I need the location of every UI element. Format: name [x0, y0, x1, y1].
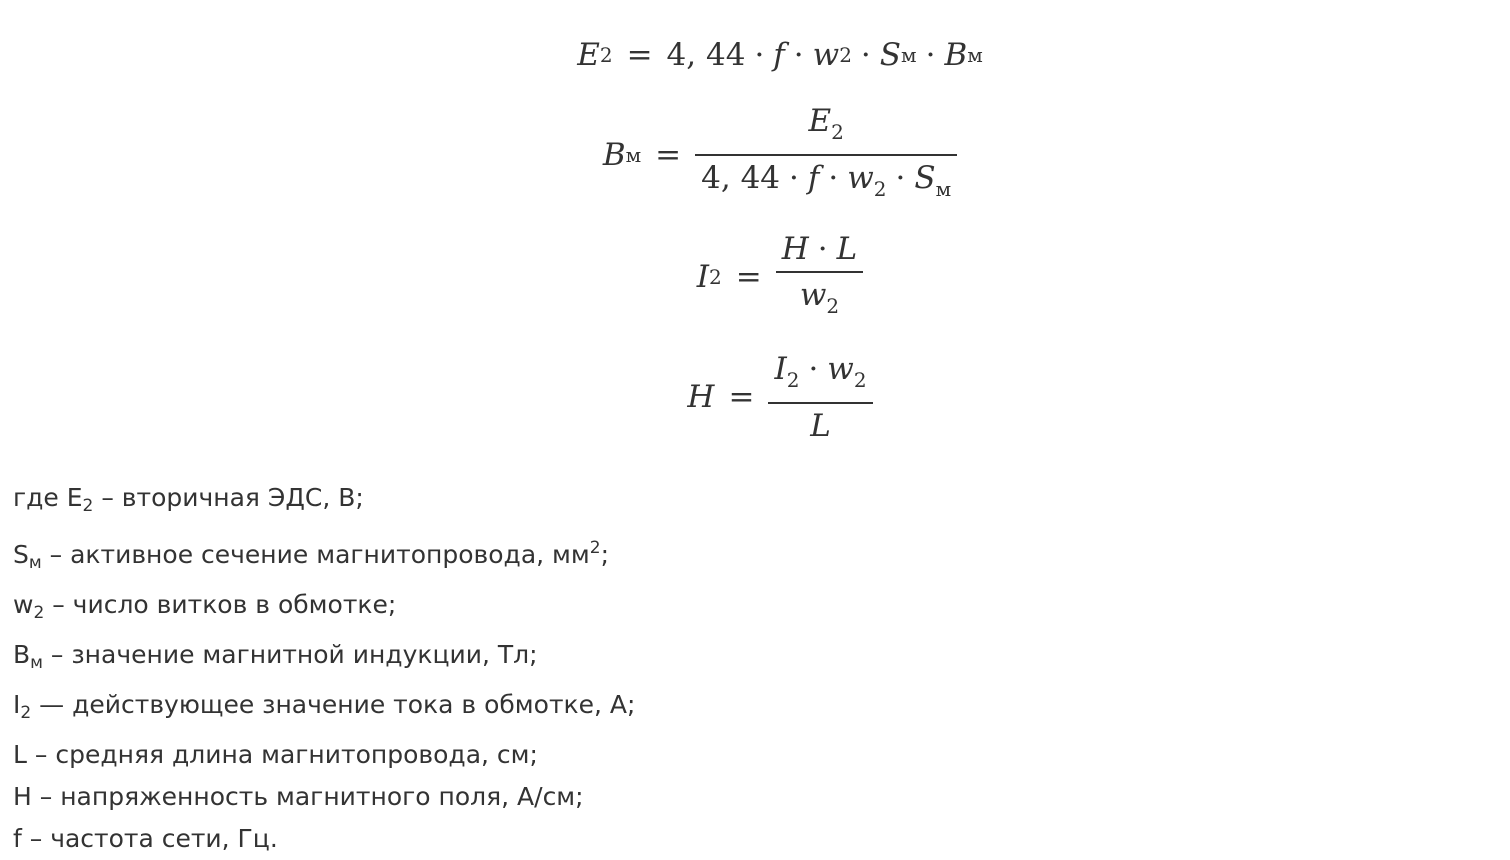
legend-prefix: где — [13, 483, 67, 512]
var-b: B — [602, 137, 626, 173]
numerator — [802, 99, 849, 154]
legend-item-bm — [13, 634, 635, 684]
legend-text: — действующее значение тока в обмотке, А; — [31, 690, 636, 719]
legend-tail: ; — [600, 540, 610, 569]
sub: м — [967, 43, 983, 67]
legend-text: – напряженность магнитного поля, А/см; — [31, 782, 584, 811]
legend-item-f — [13, 818, 635, 860]
var-f: f — [773, 37, 785, 73]
dot-operator: · — [828, 160, 839, 196]
legend-symbol: H — [13, 782, 32, 811]
formula-induction — [0, 103, 1510, 202]
dot-operator: · — [789, 160, 799, 196]
var-b: B — [944, 37, 968, 73]
var-w: w — [827, 350, 854, 387]
var-f: f — [807, 160, 820, 196]
sub: 2 — [853, 367, 867, 392]
sub: 2 — [831, 120, 844, 144]
formula-current — [0, 230, 1510, 324]
coefficient: 4, 44 — [701, 160, 781, 196]
fraction — [768, 347, 872, 448]
legend-text: – вторичная ЭДС, В; — [93, 483, 364, 512]
fraction — [776, 227, 864, 328]
var-s: S — [914, 160, 936, 196]
legend-text: – активное сечение магнитопровода, мм — [41, 540, 590, 569]
var-l: L — [810, 407, 831, 444]
legend-subscript: 2 — [20, 703, 32, 723]
var-l: L — [836, 230, 858, 267]
legend-symbol: I — [13, 690, 21, 719]
dot-operator: · — [925, 37, 936, 73]
sub: м — [901, 43, 917, 67]
legend-item-sm — [13, 527, 635, 584]
numerator — [776, 227, 864, 271]
legend-subscript: м — [28, 553, 42, 573]
denominator — [695, 156, 957, 211]
denominator — [804, 404, 837, 448]
legend-text: – средняя длина магнитопровода, см; — [26, 740, 538, 769]
equals-sign: = — [735, 259, 762, 295]
legend-subscript: м — [30, 653, 43, 673]
var-w: w — [847, 160, 874, 196]
legend-symbol: S — [13, 540, 29, 569]
equals-sign: = — [728, 379, 755, 415]
denominator — [794, 273, 845, 328]
dot-operator: · — [860, 37, 871, 73]
var-s: S — [879, 37, 902, 73]
var-h: H — [781, 230, 809, 267]
sub: м — [935, 177, 952, 201]
sub: 2 — [709, 265, 722, 289]
legend-symbol: f — [13, 824, 22, 853]
legend-text: – число витков в обмотке; — [44, 590, 397, 619]
var-i: I — [696, 259, 710, 295]
legend-symbol: w — [13, 590, 34, 619]
sub: 2 — [839, 43, 852, 67]
legend-symbol: E — [66, 483, 83, 512]
variable-legend — [13, 477, 635, 860]
legend-text: – значение магнитной индукции, Тл; — [42, 640, 538, 669]
equals-sign: = — [626, 37, 653, 73]
legend-item-e2 — [13, 477, 635, 527]
var-h: H — [687, 379, 715, 415]
formula-field-strength — [0, 350, 1510, 444]
sub: 2 — [786, 367, 800, 392]
var-e: E — [808, 103, 832, 139]
legend-symbol: B — [13, 640, 31, 669]
dot-operator: · — [754, 37, 765, 73]
formula-emf — [0, 32, 1510, 78]
dot-operator: · — [817, 230, 828, 267]
legend-superscript: 2 — [589, 538, 601, 558]
dot-operator: · — [895, 160, 906, 196]
legend-subscript: 2 — [82, 496, 94, 516]
var-i: I — [774, 350, 787, 387]
fraction — [695, 99, 957, 211]
legend-subscript: 2 — [33, 603, 45, 623]
sub: 2 — [826, 293, 840, 318]
legend-item-w2 — [13, 584, 635, 634]
sub: 2 — [599, 43, 613, 67]
legend-text: – частота сети, Гц. — [21, 824, 278, 853]
numerator — [768, 347, 872, 402]
sub: м — [625, 143, 642, 167]
dot-operator: · — [793, 37, 804, 73]
legend-symbol: L — [13, 740, 27, 769]
sub: 2 — [873, 177, 887, 201]
var-w: w — [799, 276, 827, 313]
var-w: w — [812, 37, 840, 73]
dot-operator: · — [808, 350, 819, 387]
legend-item-h — [13, 776, 635, 818]
coefficient: 4, 44 — [666, 37, 746, 73]
equals-sign: = — [655, 137, 682, 173]
legend-item-i2 — [13, 684, 635, 734]
var-e: E — [577, 37, 600, 73]
legend-item-l — [13, 734, 635, 776]
